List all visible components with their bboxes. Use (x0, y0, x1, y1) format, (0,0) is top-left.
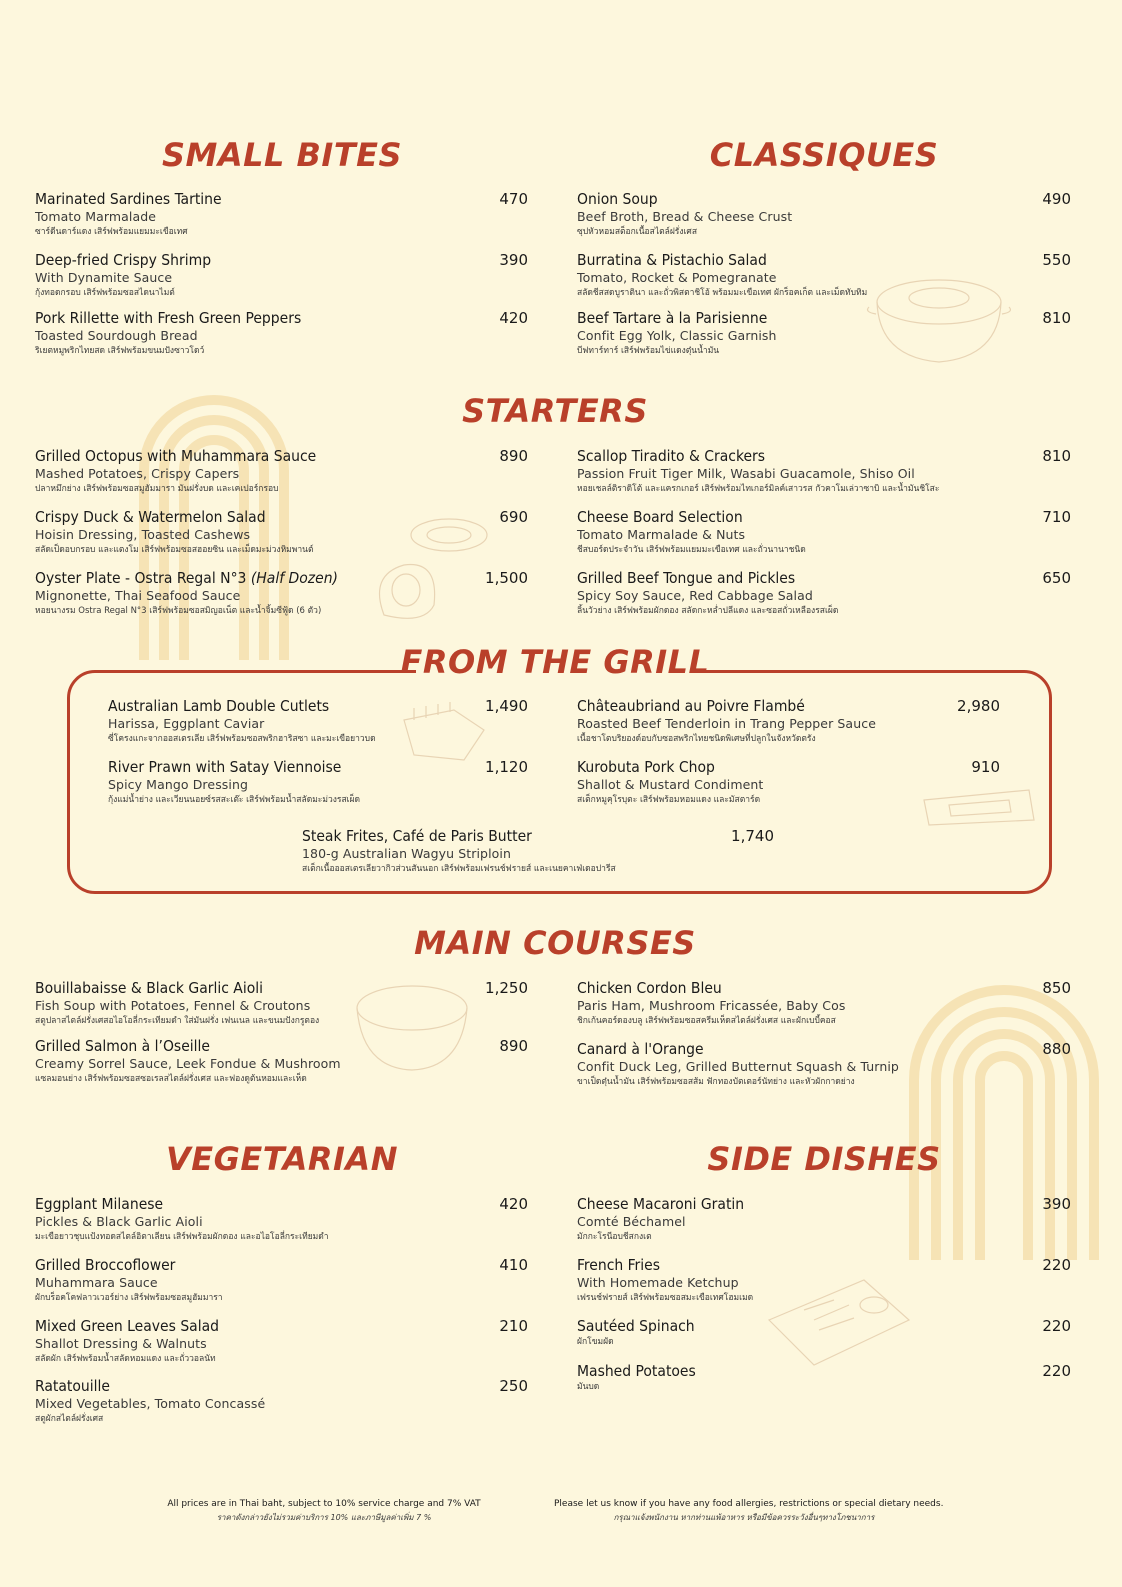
menu-item (35, 1256, 528, 1305)
menu-item-name (577, 979, 1071, 997)
menu-item-thai: ซี่โครงแกะจากออสเตรเลีย เสิร์ฟพร้อมซอสพริกฮาริสซา และมะเขือยาวบด (108, 734, 376, 744)
menu-item-name-text: Eggplant Milanese (35, 1195, 164, 1213)
menu-item-thai: มักกะโรนีอบชีสกงเต (577, 1232, 652, 1242)
menu-item-name-text: Grilled Salmon à l’Oseille (35, 1037, 210, 1055)
menu-item-price: 690 (499, 508, 528, 526)
menu-item-description: Mignonette, Thai Seafood Sauce (35, 588, 241, 603)
menu-item-name-text: Australian Lamb Double Cutlets (108, 697, 330, 715)
menu-item-name-text: Mashed Potatoes (577, 1362, 696, 1380)
menu-item-name-text: Deep-fried Crispy Shrimp (35, 251, 212, 269)
menu-item-name (577, 758, 1000, 776)
menu-item-name-text: Chicken Cordon Bleu (577, 979, 722, 997)
side-dishes-heading: SIDE DISHES (707, 1140, 941, 1178)
footer-price-note-th: ราคาดังกล่าวยังไม่รวมค่าบริการ 10% และภาษีมูลค่าเพิ่ม 7 % (216, 1513, 432, 1522)
menu-item-description: Roasted Beef Tenderloin in Trang Pepper Sauce (577, 716, 876, 731)
menu-item-description: 180-g Australian Wagyu Striploin (302, 846, 512, 861)
menu-item (577, 1195, 1071, 1244)
menu-item-name (577, 309, 1071, 327)
menu-item-description: Tomato, Rocket & Pomegranate (577, 270, 777, 285)
menu-item (35, 309, 528, 358)
menu-item-name (35, 979, 528, 997)
menu-item-thai: สลัดเป็ดอบกรอบ และแตงโม เสิร์ฟพร้อมซอสฮอยซิน และเม็ดมะม่วงหิมพานต์ (35, 545, 314, 555)
menu-item-thai: กุ้งทอดกรอบ เสิร์ฟพร้อมซอสไดนาไมต์ (35, 288, 175, 298)
menu-item-name (577, 447, 1071, 465)
menu-item-name (108, 697, 528, 715)
menu-item-description: Tomato Marmalade & Nuts (577, 527, 746, 542)
menu-item-thai: ชีสบอร์ดประจำวัน เสิร์ฟพร้อมแยมมะเขือเทศ และถั่วนานาชนิด (577, 545, 806, 555)
menu-item (577, 1362, 1071, 1394)
menu-item-price: 910 (971, 758, 1000, 776)
menu-item-thai: ซุปหัวหอมสต็อกเนื้อสไตล์ฝรั่งเศส (577, 227, 698, 237)
menu-item-description: Mashed Potatoes, Crispy Capers (35, 466, 240, 481)
menu-item-price: 220 (1042, 1362, 1071, 1380)
menu-item-description: Spicy Mango Dressing (108, 777, 249, 792)
menu-item-name-text: Cheese Board Selection (577, 508, 743, 526)
menu-item-name (35, 1317, 528, 1335)
menu-item (35, 1195, 528, 1244)
menu-item (577, 447, 1071, 496)
menu-item-thai: ปลาหมึกย่าง เสิร์ฟพร้อมซอสมูฮัมมารา มันฝรั่งบด และเคเปอร์กรอบ (35, 484, 279, 494)
menu-item-name (577, 1195, 1071, 1213)
menu-item-thai: กุ้งแม่น้ำย่าง และเวียนนอยซ์รสสะเต๊ะ เสิร์ฟพร้อมน้ำสลัดมะม่วงรสเผ็ด (108, 795, 361, 805)
menu-item-name (35, 190, 528, 208)
menu-item (35, 508, 528, 557)
menu-item-name (108, 758, 528, 776)
grill-heading: FROM THE GRILL (400, 643, 710, 681)
menu-item-price: 710 (1042, 508, 1071, 526)
menu-item (108, 758, 528, 807)
menu-item-thai: ชิกเก้นคอร์ดองบลู เสิร์ฟพร้อมซอสครีมเห็ดสไตล์ฝรั่งเศส และผักเบบี้คอส (577, 1016, 836, 1026)
menu-item-thai: หอยนางรม Ostra Regal N°3 เสิร์ฟพร้อมซอสมิญอเน็ต และน้ำจิ้มซีฟู้ด (6 ตัว) (35, 606, 322, 616)
starters-heading: STARTERS (462, 392, 648, 430)
menu-item-name-suffix: (Half Dozen) (250, 569, 338, 587)
menu-item-description: Passion Fruit Tiger Milk, Wasabi Guacamole, Shiso Oil (577, 466, 915, 481)
menu-item-name-text: Canard à l'Orange (577, 1040, 704, 1058)
menu-item (577, 1256, 1071, 1305)
menu-item-price: 220 (1042, 1256, 1071, 1274)
menu-item-thai: สเต็กเนื้อออสเตรเลียวากิวส่วนสันนอก เสิร์ฟพร้อมเฟรนช์ฟรายส์ และเนยคาเฟ่เดอปารีส (302, 864, 616, 874)
menu-item-name-text: Kurobuta Pork Chop (577, 758, 715, 776)
menu-item-price: 410 (499, 1256, 528, 1274)
menu-item-description: Paris Ham, Mushroom Fricassée, Baby Cos (577, 998, 846, 1013)
menu-item-name (35, 569, 528, 587)
menu-item (302, 827, 774, 876)
menu-item-description: Shallot Dressing & Walnuts (35, 1336, 207, 1351)
menu-item-description: Fish Soup with Potatoes, Fennel & Croutons (35, 998, 311, 1013)
menu-item-name-text: Steak Frites, Café de Paris Butter (302, 827, 532, 845)
menu-item-name-text: Ratatouille (35, 1377, 110, 1395)
menu-item-name-text: Grilled Broccoflower (35, 1256, 176, 1274)
menu-item-thai: มันบด (577, 1382, 600, 1392)
menu-item-name-text: Burratina & Pistachio Salad (577, 251, 767, 269)
menu-item-thai: บีฟทาร์ทาร์ เสิร์ฟพร้อมไข่แดงตุ๋นน้ำมัน (577, 346, 720, 356)
menu-item-thai: เนื้อชาโตบริยองด์อบกับซอสพริกไทยชนิดพิเศษที่ปลูกในจังหวัดตรัง (577, 734, 816, 744)
menu-item-name (35, 1037, 528, 1055)
menu-item-name (35, 1256, 528, 1274)
menu-item-name (577, 1256, 1071, 1274)
menu-item-price: 890 (499, 447, 528, 465)
main-courses-heading: MAIN COURSES (414, 924, 696, 962)
menu-item-description: With Dynamite Sauce (35, 270, 173, 285)
classiques-heading: CLASSIQUES (709, 136, 939, 174)
menu-item-name (577, 251, 1071, 269)
menu-item-name-text: Grilled Octopus with Muhammara Sauce (35, 447, 317, 465)
menu-item-name-text: Bouillabaisse & Black Garlic Aioli (35, 979, 263, 997)
menu-item-price: 1,250 (485, 979, 528, 997)
menu-item-name-text: Marinated Sardines Tartine (35, 190, 222, 208)
menu-item-name-text: Scallop Tiradito & Crackers (577, 447, 766, 465)
menu-item-price: 890 (499, 1037, 528, 1055)
menu-item-description: Confit Duck Leg, Grilled Butternut Squash & Turnip (577, 1059, 899, 1074)
menu-item-name-text: Cheese Macaroni Gratin (577, 1195, 745, 1213)
menu-item-name (35, 1377, 528, 1395)
menu-item-price: 490 (1042, 190, 1071, 208)
menu-item-name-text: Beef Tartare à la Parisienne (577, 309, 768, 327)
menu-item-price: 650 (1042, 569, 1071, 587)
menu-item (577, 697, 1000, 746)
menu-item-price: 810 (1042, 447, 1071, 465)
menu-item-description: With Homemade Ketchup (577, 1275, 739, 1290)
menu-item-price: 250 (499, 1377, 528, 1395)
menu-item-name-text: River Prawn with Satay Viennoise (108, 758, 342, 776)
menu-item-price: 390 (499, 251, 528, 269)
menu-item-price: 1,740 (731, 827, 774, 845)
menu-item (577, 569, 1071, 618)
menu-item-name (577, 190, 1071, 208)
menu-item-price: 210 (499, 1317, 528, 1335)
vegetarian-heading: VEGETARIAN (166, 1140, 398, 1178)
menu-item (577, 190, 1071, 239)
menu-item-thai: ลิ้นวัวย่าง เสิร์ฟพร้อมผักดอง สลัดกะหล่ำปลีแดง และซอสถั่วเหลืองรสเผ็ด (577, 606, 839, 616)
menu-item-description: Muhammara Sauce (35, 1275, 158, 1290)
menu-item-name-text: Mixed Green Leaves Salad (35, 1317, 219, 1335)
menu-item-description: Mixed Vegetables, Tomato Concassé (35, 1396, 266, 1411)
menu-item-name (577, 508, 1071, 526)
menu-item-name-text: Oyster Plate - Ostra Regal N°3 (35, 569, 247, 587)
menu-item (108, 697, 528, 746)
menu-item (577, 251, 1071, 300)
menu-item-thai: สลัดชีสสดบูราตินา และถั่วพิสตาชิโอ้ พร้อมมะเขือเทศ ผักร็อคเก็ต และเม็ดทับทิม (577, 288, 868, 298)
menu-item (35, 569, 528, 618)
menu-item-name-text: Onion Soup (577, 190, 658, 208)
menu-item-price: 220 (1042, 1317, 1071, 1335)
menu-item-thai: ผักโขมผัด (577, 1337, 614, 1347)
menu-item-thai: สตูผักสไตล์ฝรั่งเศส (35, 1414, 104, 1424)
menu-item-thai: ริเยตหมูพริกไทยสด เสิร์ฟพร้อมขนมปังซาวโดว์ (35, 346, 205, 356)
menu-item (35, 1317, 528, 1366)
menu-item-name (302, 827, 774, 845)
menu-item-description: Spicy Soy Sauce, Red Cabbage Salad (577, 588, 813, 603)
menu-item-price: 420 (499, 309, 528, 327)
menu-item-price: 390 (1042, 1195, 1071, 1213)
menu-item-name (35, 309, 528, 327)
menu-item (577, 508, 1071, 557)
menu-item-thai: หอยเชลล์ติราดิโต้ และแครกเกอร์ เสิร์ฟพร้อมไทเกอร์มิลค์เสาวรส กัวคาโมเล่วาซาบิ และน้ำมันชิโสะ (577, 484, 940, 494)
menu-item-name (35, 508, 528, 526)
menu-item (35, 447, 528, 496)
menu-item-thai: เฟรนช์ฟรายส์ เสิร์ฟพร้อมซอสมะเขือเทศโฮมเมด (577, 1293, 754, 1303)
menu-item-name (577, 1362, 1071, 1380)
menu-item-price: 550 (1042, 251, 1071, 269)
menu-item-thai: ซาร์ดีนดาร์แดง เสิร์ฟพร้อมแยมมะเขือเทศ (35, 227, 188, 237)
footer-allergy-note-en: Please let us know if you have any food allergies, restrictions or special dietary needs. (554, 1499, 944, 1509)
menu-item-description: Tomato Marmalade (35, 209, 157, 224)
menu-item (577, 979, 1071, 1028)
menu-item-name (577, 697, 1000, 715)
menu-item-description: Harissa, Eggplant Caviar (108, 716, 265, 731)
menu-item-thai: แซลมอนย่าง เสิร์ฟพร้อมซอสซอเรลสไตล์ฝรั่งเศส และฟองดูต้นหอมและเห็ด (35, 1074, 307, 1084)
footer-allergy-note-th: กรุณาแจ้งพนักงาน หากท่านแพ้อาหาร หรือมีข้อควรระวังอื่นๆทางโภชนาการ (613, 1513, 875, 1522)
menu-item-price: 880 (1042, 1040, 1071, 1058)
menu-item-thai: สเต็กหมูคุโรบุตะ เสิร์ฟพร้อมหอมแดง และมัสตาร์ด (577, 795, 761, 805)
menu-item-thai: มะเขือยาวชุบแป้งทอดสไตล์อิตาเลียน เสิร์ฟพร้อมผักดอง และอไอโอลี่กระเทียมดำ (35, 1232, 329, 1242)
menu-item-description: Shallot & Mustard Condiment (577, 777, 764, 792)
menu-item (577, 1040, 1071, 1089)
menu-item (35, 251, 528, 300)
menu-item (35, 1037, 528, 1086)
menu-item-description: Toasted Sourdough Bread (35, 328, 198, 343)
small-bites-heading: SMALL BITES (161, 136, 403, 174)
menu-item-thai: สตูปลาสไตล์ฝรั่งเศสอไอโอลี่กระเทียมดำ ใส่มันฝรั่ง เฟนเนล และขนมปังกรูตอง (35, 1016, 320, 1026)
menu-item-name-text: Sautéed Spinach (577, 1317, 695, 1335)
menu-item-name-text: Grilled Beef Tongue and Pickles (577, 569, 796, 587)
menu-item-thai: ขาเป็ดตุ๋นน้ำมัน เสิร์ฟพร้อมซอสส้ม ฟักทองบัตเตอร์นัทย่าง และหัวผักกาดย่าง (577, 1077, 855, 1087)
menu-item-price: 1,500 (485, 569, 528, 587)
menu-item (35, 190, 528, 239)
menu-item-price: 2,980 (957, 697, 1000, 715)
menu-item-name-text: French Fries (577, 1256, 660, 1274)
menu-item-name (577, 1040, 1071, 1058)
menu-item-name-text: Châteaubriand au Poivre Flambé (577, 697, 805, 715)
menu-item-name-text: Pork Rillette with Fresh Green Peppers (35, 309, 302, 327)
menu-item-price: 1,120 (485, 758, 528, 776)
footer-price-note-en: All prices are in Thai baht, subject to 10% service charge and 7% VAT (167, 1499, 481, 1509)
footer-allergy-note (554, 1497, 944, 1525)
menu-item (577, 758, 1000, 807)
menu-item-name-text: Crispy Duck & Watermelon Salad (35, 508, 266, 526)
menu-item-price: 470 (499, 190, 528, 208)
menu-item-description: Confit Egg Yolk, Classic Garnish (577, 328, 777, 343)
menu-item-description: Hoisin Dressing, Toasted Cashews (35, 527, 251, 542)
menu-item-name (35, 251, 528, 269)
menu-item (577, 1317, 1071, 1349)
menu-item-name (35, 447, 528, 465)
footer-price-note (164, 1497, 484, 1525)
menu-item-price: 810 (1042, 309, 1071, 327)
menu-item-name (35, 1195, 528, 1213)
menu-item-name (577, 569, 1071, 587)
menu-item-description: Beef Broth, Bread & Cheese Crust (577, 209, 793, 224)
menu-item (35, 1377, 528, 1426)
menu-item-description: Creamy Sorrel Sauce, Leek Fondue & Mushroom (35, 1056, 341, 1071)
menu-item-description: Comté Béchamel (577, 1214, 686, 1229)
menu-item-thai: สลัดผัก เสิร์ฟพร้อมน้ำสลัดหอมแดง และถั่ววอลนัท (35, 1354, 216, 1364)
menu-item (577, 309, 1071, 358)
menu-item-price: 850 (1042, 979, 1071, 997)
menu-item-name (577, 1317, 1071, 1335)
menu-item-description: Pickles & Black Garlic Aioli (35, 1214, 203, 1229)
menu-item-price: 1,490 (485, 697, 528, 715)
menu-item (35, 979, 528, 1028)
menu-page (14, 0, 1108, 1587)
menu-item-thai: ผักบร็อคโคฟลาวเวอร์ย่าง เสิร์ฟพร้อมซอสมูฮัมมารา (35, 1293, 223, 1303)
menu-item-price: 420 (499, 1195, 528, 1213)
